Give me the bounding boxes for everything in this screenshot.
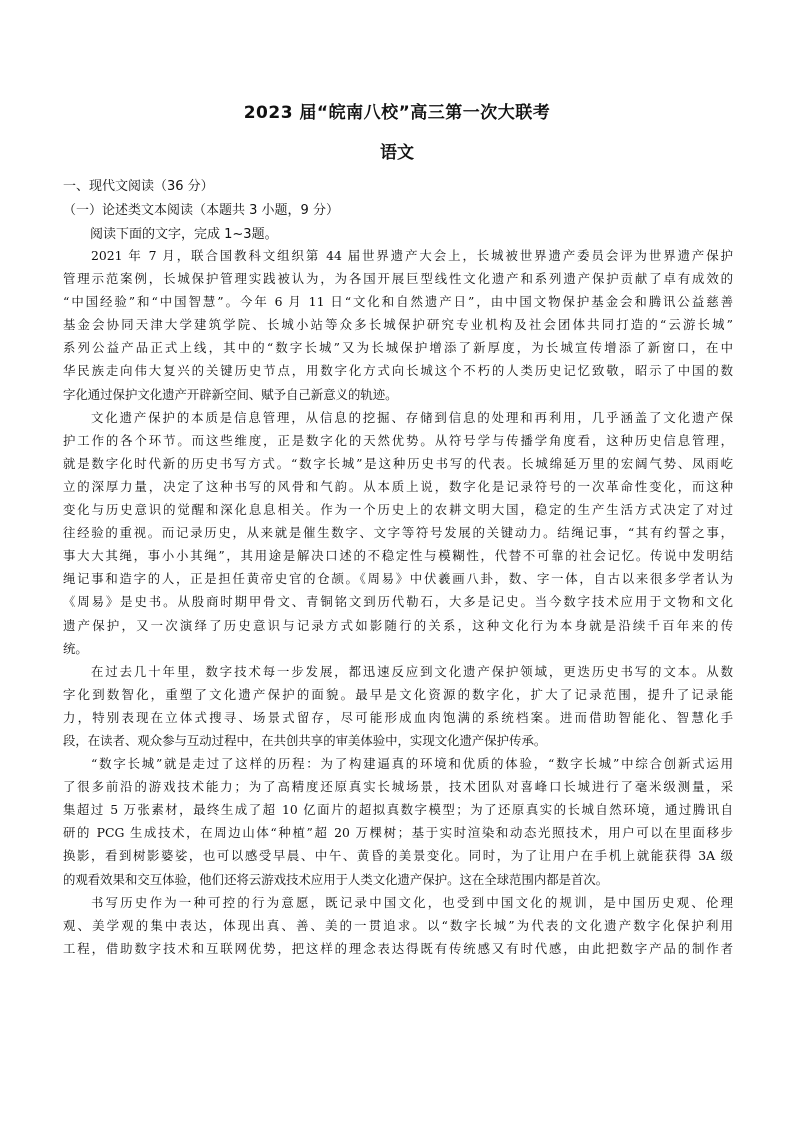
paragraph-line: 观、美学观的集中表达，体现出真、善、美的一贯追求。以“数字长城”为代表的文化遗产数字化保护利用	[63, 917, 733, 933]
paragraph-line: 换影，看到树影婆娑，也可以感受早晨、中午、黄昏的美景变化。同时，为了让用户在手机上就能获得 3A 级	[63, 848, 733, 864]
paragraph-line: 变化与历史意识的觉醒和深化息息相关。作为一个历史上的农耕文明大国，稳定的生产生活方式决定了对过	[63, 502, 733, 518]
paragraph-line: 就是数字化时代新的历史书写方式。“数字长城”是这种历史书写的代表。长城绵延万里的宏阔气势、凤雨屹	[63, 455, 733, 471]
passage-paragraph	[63, 891, 733, 960]
paragraph-line: 事大大其绳，事小小其绳”，其用途是解决口述的不稳定性与模糊性，代替不可靠的社会记忆。传说中发明结	[63, 548, 733, 564]
paragraph-line: 的观看效果和交互体验，他们还将云游戏技术应用于人类文化遗产保护。这在全球范围内都是首次。	[63, 871, 609, 887]
passage-body	[63, 244, 733, 960]
passage-paragraph	[63, 406, 733, 660]
section-heading-part1-sub1: （一）论述类文本阅读（本题共 3 小题，9 分）	[63, 203, 339, 218]
paragraph-line: 2021 年 7 月，联合国教科文组织第 44 届世界遗产大会上，长城被世界遗产委员会评为世界遗产保护	[91, 248, 733, 263]
paragraph-line: 绳记事和造字的人，正是担任黄帝史官的仓颉。《周易》中伏羲画八卦，数、字一体，自古以来很多学者认为	[63, 571, 733, 587]
paragraph-line: “中国经验”和“中国智慧”。今年 6 月 11 日“文化和自然遗产日”，由中国文物保护基金会和腾讯公益慈善	[63, 294, 733, 310]
paragraph-line: 华民族走向伟大复兴的关键历史节点，用数字化方式向长城这个不朽的人类历史记忆致敬，昭示了中国的数	[63, 363, 733, 379]
paragraph-line: 工程，借助数字技术和互联网优势，把这样的理念表达得既有传统感又有时代感，由此把数字产品的制作者	[63, 940, 733, 956]
paragraph-line: 力，特别表现在立体式搜寻、场景式留存，尽可能形成血肉饱满的系统档案。进而借助智能化、智慧化手	[63, 709, 733, 725]
paragraph-line: 基金会协同天津大学建筑学院、长城小站等众多长城保护研究专业机构及社会团体共同打造的“云游长城”	[63, 317, 733, 333]
paragraph-line: 护工作的各个环节。而这些维度，正是数字化的天然优势。从符号学与传播学角度看，这种历史信息管理，	[63, 432, 733, 448]
paragraph-line: 段，在读者、观众参与互动过程中，在共创共享的审美体验中，实现文化遗产保护传承。	[63, 732, 547, 748]
subject-title: 语文	[380, 143, 414, 163]
paragraph-line: 在过去几十年里，数字技术每一步发展，都迅速反应到文化遗产保护领域，更迭历史书写的文本。从数	[91, 663, 733, 679]
passage-paragraph	[63, 752, 733, 891]
paragraph-line: 字化到数智化，重塑了文化遗产保护的面貌。最早是文化资源的数字化，扩大了记录范围，提升了记录能	[63, 686, 733, 702]
paragraph-line: 集超过 5 万张素材，最终生成了超 10 亿面片的超拟真数字模型；为了还原真实的长城自然环境，通过腾讯自	[63, 802, 733, 818]
reading-instruction: 阅读下面的文字，完成 1~3题。	[90, 227, 278, 242]
paragraph-line: 字化通过保护文化遗产开辟新空间、赋予自己新意义的轨迹。	[63, 386, 398, 402]
paragraph-line: 系列公益产品正式上线，其中的“数字长城”又为长城保护增添了新厚度，为长城宣传增添了新窗口，在中	[63, 340, 733, 356]
paragraph-line: 文化遗产保护的本质是信息管理，从信息的挖掘、存储到信息的处理和再利用，几乎涵盖了文化遗产保	[91, 409, 733, 425]
paragraph-line: 往经验的重视。而记录历史，从来就是催生数字、文字等符号发展的关键动力。结绳记事，“其有约誓之事，	[63, 525, 733, 541]
paragraph-line: 研的 PCG 生成技术，在周边山体“种植”超 20 万棵树；基于实时渲染和动态光照技术，用户可以在里面移步	[63, 825, 733, 841]
paragraph-line: 统。	[63, 640, 88, 656]
paragraph-line: 书写历史作为一种可控的行为意愿，既记录中国文化，也受到中国文化的规训，是中国历史观、伦理	[91, 894, 733, 910]
paragraph-line: 遗产保护，又一次演绎了历史意识与记录方式如影随行的关系，这种文化行为本身就是沿续千百年来的传	[63, 617, 733, 633]
exam-title: 2023 届“皖南八校”高三第一次大联考	[243, 103, 551, 123]
passage-paragraph	[63, 660, 733, 752]
paragraph-line: 《周易》是史书。从殷商时期甲骨文、青铜铭文到历代勒石，大多是记史。当今数字技术应用于文物和文化	[63, 594, 733, 610]
paragraph-line: 了很多前沿的游戏技术能力；为了高精度还原真实长城场景，技术团队对喜峰口长城进行了毫米级测量，采	[63, 779, 733, 795]
paragraph-line: “数字长城”就是走过了这样的历程：为了构建逼真的环境和优质的体验，“数字长城”中综合创新式运用	[91, 756, 733, 772]
paragraph-line: 管理示范案例，长城保护管理实践被认为，为各国开展巨型线性文化遗产和系列遗产保护贡献了卓有成效的	[63, 271, 733, 287]
section-heading-part1: 一、现代文阅读（36 分）	[63, 179, 214, 194]
paragraph-line: 立的深厚力量，决定了这种书写的风骨和气韵。从本质上说，数字化是记录符号的一次革命性变化，而这种	[63, 478, 733, 494]
passage-paragraph	[63, 244, 733, 406]
